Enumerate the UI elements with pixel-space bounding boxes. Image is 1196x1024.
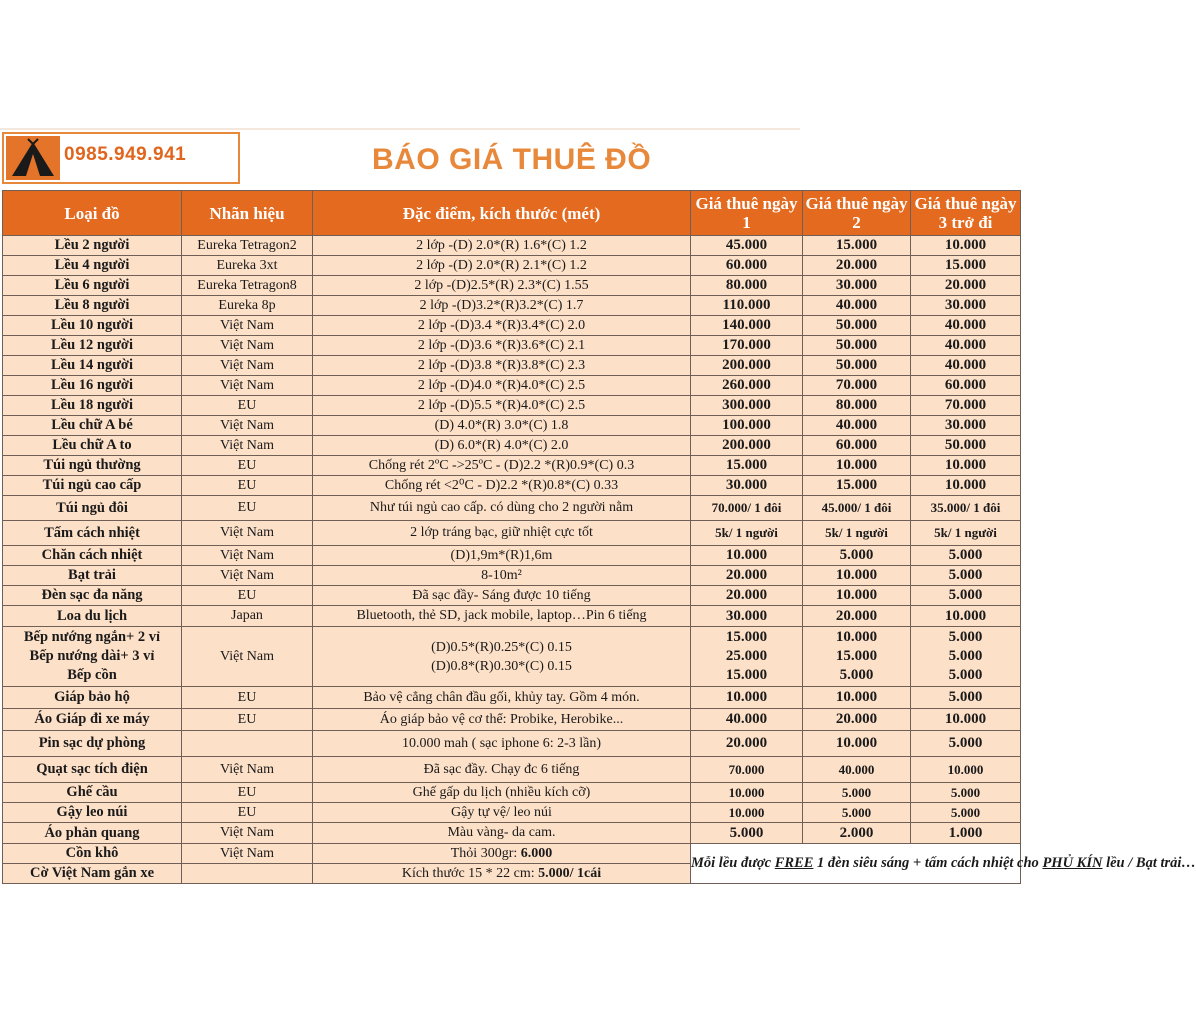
price-day2: 45.000/ 1 đôi [803,496,911,521]
item-name: Tấm cách nhiệt [3,521,182,546]
col-header-spec: Đặc điểm, kích thước (mét) [313,191,691,236]
table-row [3,709,1021,731]
table-header-row [3,191,1021,236]
item-brand: Việt Nam [182,521,313,546]
item-brand: EU [182,496,313,521]
item-spec [313,844,691,864]
price-day1: 260.000 [691,376,803,396]
price-day1: 10.000 [691,687,803,709]
item-name: Túi ngủ cao cấp [3,476,182,496]
price-day2: 50.000 [803,356,911,376]
price-day1: 10.000 [691,783,803,803]
price-day3: 5.000 [948,667,983,683]
table-row [3,316,1021,336]
item-spec: Chống rét 2ºC ->25ºC - (D)2.2 *(R)0.9*(C) 0.3 [313,456,691,476]
price-day1: 40.000 [691,709,803,731]
price-day1: 110.000 [691,296,803,316]
item-name: Lều 2 người [3,236,182,256]
item-name: Lều 14 người [3,356,182,376]
item-name: Túi ngủ đôi [3,496,182,521]
note-free: FREE [774,855,814,871]
item-spec: (D) 6.0*(R) 4.0*(C) 2.0 [313,436,691,456]
item-brand: Việt Nam [182,627,313,687]
table-row [3,783,1021,803]
spec-price: 6.000 [520,845,553,861]
price-day3: 5.000 [911,783,1021,803]
item-brand: Việt Nam [182,416,313,436]
price-day1: 5k/ 1 người [691,521,803,546]
item-spec: Màu vàng- da cam. [313,823,691,844]
item-spec: Đã sạc đầy- Sáng được 10 tiếng [313,586,691,606]
note-text: 1 đèn siêu sáng + tấm cách nhiệt cho [813,855,1043,871]
item-spec: 2 lớp -(D)3.8 *(R)3.8*(C) 2.3 [313,356,691,376]
table-row-multi [3,627,1021,687]
table-row [3,296,1021,316]
price-day3: 30.000 [911,416,1021,436]
top-divider [0,128,800,130]
table-row [3,566,1021,586]
item-spec: 2 lớp -(D)3.2*(R)3.2*(C) 1.7 [313,296,691,316]
table-row [3,687,1021,709]
item-name: Lều 18 người [3,396,182,416]
item-brand: Việt Nam [182,844,313,864]
price-day1: 30.000 [691,476,803,496]
price-day3: 40.000 [911,356,1021,376]
tent-logo-icon [6,136,60,180]
price-day2: 5.000 [803,783,911,803]
price-day1: 60.000 [691,256,803,276]
price-day3: 30.000 [911,296,1021,316]
item-spec: 2 lớp -(D)3.4 *(R)3.4*(C) 2.0 [313,316,691,336]
item-name: Cờ Việt Nam gắn xe [3,864,182,884]
price-day3: 10.000 [911,476,1021,496]
price-day2: 40.000 [803,416,911,436]
price-day3: 5.000 [911,731,1021,757]
price-day2: 15.000 [803,476,911,496]
item-brand: EU [182,709,313,731]
item-name: Gậy leo núi [3,803,182,823]
price-day3: 5.000 [911,586,1021,606]
price-day1-group [691,627,803,687]
item-spec: 2 lớp -(D)5.5 *(R)4.0*(C) 2.5 [313,396,691,416]
price-day1: 100.000 [691,416,803,436]
table-row [3,803,1021,823]
price-day3: 35.000/ 1 đôi [911,496,1021,521]
item-spec: (D)1,9m*(R)1,6m [313,546,691,566]
col-header-day3: Giá thuê ngày 3 trở đi [911,191,1021,236]
price-day2: 10.000 [803,731,911,757]
price-day1: 300.000 [691,396,803,416]
table-row [3,456,1021,476]
phone-number[interactable]: 0985.949.941 [64,144,187,165]
price-day2: 5.000 [839,667,874,683]
item-brand: Việt Nam [182,436,313,456]
price-day2: 10.000 [803,566,911,586]
item-brand [182,731,313,757]
item-name: Lều 10 người [3,316,182,336]
price-day2: 20.000 [803,606,911,627]
item-spec [313,864,691,884]
price-day2: 50.000 [803,316,911,336]
price-day1: 70.000 [691,757,803,783]
price-day2: 5k/ 1 người [803,521,911,546]
table-row [3,586,1021,606]
item-brand: Việt Nam [182,546,313,566]
price-day3: 10.000 [911,709,1021,731]
item-brand: Việt Nam [182,356,313,376]
table-row [3,823,1021,844]
price-day3: 60.000 [911,376,1021,396]
price-day1: 80.000 [691,276,803,296]
price-day3: 5.000 [948,648,983,664]
price-day3: 5.000 [911,687,1021,709]
spec-text: Thỏi 300gr: [450,845,521,861]
item-brand: Việt Nam [182,316,313,336]
item-brand: Việt Nam [182,336,313,356]
item-name: Áo phản quang [3,823,182,844]
price-day1: 15.000 [725,629,768,645]
item-name: Cồn khô [3,844,182,864]
item-spec: Bluetooth, thẻ SD, jack mobile, laptop…Pin 6 tiếng [313,606,691,627]
item-spec: (D) 4.0*(R) 3.0*(C) 1.8 [313,416,691,436]
table-row [3,606,1021,627]
item-spec: Bảo vệ cẳng chân đầu gối, khủy tay. Gồm 4 món. [313,687,691,709]
item-name: Lều 6 người [3,276,182,296]
item-spec: Ghế gấp du lịch (nhiều kích cỡ) [313,783,691,803]
item-spec: 2 lớp -(D) 2.0*(R) 1.6*(C) 1.2 [313,236,691,256]
note-text: lều / Bạt trải… [1102,855,1196,871]
price-day1: 20.000 [691,566,803,586]
price-day1: 200.000 [691,436,803,456]
price-day3: 10.000 [911,757,1021,783]
item-name: Lều chữ A bé [3,416,182,436]
free-note [691,844,1196,884]
price-day1: 15.000 [725,667,768,683]
price-day2: 60.000 [803,436,911,456]
item-spec: 8-10m² [313,566,691,586]
col-header-item: Loại đồ [3,191,182,236]
table-row [3,757,1021,783]
item-name: Lều 8 người [3,296,182,316]
item-name: Quạt sạc tích điện [3,757,182,783]
table-row [3,416,1021,436]
item-spec: Gậy tự vệ/ leo núi [313,803,691,823]
spec-price: 5.000/ 1cái [538,865,602,881]
item-spec: 10.000 mah ( sạc iphone 6: 2-3 lần) [313,731,691,757]
note-text: Mỗi lều được [691,855,775,871]
price-day3: 10.000 [911,456,1021,476]
price-day1: 20.000 [691,586,803,606]
item-name: Túi ngủ thường [3,456,182,476]
price-day1: 140.000 [691,316,803,336]
table-row [3,476,1021,496]
table-row [3,731,1021,757]
price-day3: 40.000 [911,316,1021,336]
price-day2: 5.000 [803,803,911,823]
table-row [3,376,1021,396]
item-name-group [3,627,182,687]
item-name: Loa du lịch [3,606,182,627]
item-spec-group [313,627,691,687]
item-name: Đèn sạc đa năng [3,586,182,606]
item-spec: Áo giáp bảo vệ cơ thể: Probike, Herobike... [313,709,691,731]
item-brand: Việt Nam [182,376,313,396]
price-day1: 10.000 [691,803,803,823]
item-spec: Đã sạc đầy. Chạy đc 6 tiếng [313,757,691,783]
table-row [3,496,1021,521]
item-name: Pin sạc dự phòng [3,731,182,757]
price-day3: 10.000 [911,236,1021,256]
price-day1: 15.000 [691,456,803,476]
table-row [3,844,1021,864]
item-name: Ghế cầu [3,783,182,803]
item-brand: EU [182,476,313,496]
price-day2: 40.000 [803,296,911,316]
table-row [3,436,1021,456]
price-day2-group [803,627,911,687]
item-name: Giáp bảo hộ [3,687,182,709]
item-brand: Eureka 3xt [182,256,313,276]
table-row [3,356,1021,376]
item-spec: 2 lớp -(D)4.0 *(R)4.0*(C) 2.5 [313,376,691,396]
col-header-brand: Nhãn hiệu [182,191,313,236]
col-header-day1: Giá thuê ngày 1 [691,191,803,236]
price-day1: 25.000 [725,648,768,664]
item-spec: Như túi ngủ cao cấp. có dùng cho 2 người nằm [313,496,691,521]
price-day2: 30.000 [803,276,911,296]
price-day1: 170.000 [691,336,803,356]
item-spec: (D)0.5*(R)0.25*(C) 0.15 [431,639,572,655]
price-day2: 10.000 [803,586,911,606]
price-day3-group [911,627,1021,687]
price-day2: 2.000 [803,823,911,844]
price-day3: 15.000 [911,256,1021,276]
item-spec: (D)0.8*(R)0.30*(C) 0.15 [431,658,572,674]
item-brand: EU [182,396,313,416]
item-name: Bếp nướng dài+ 3 vỉ [29,648,155,664]
item-name: Áo Giáp đi xe máy [3,709,182,731]
price-day3: 40.000 [911,336,1021,356]
table-row [3,276,1021,296]
item-brand: EU [182,783,313,803]
price-day1: 10.000 [691,546,803,566]
price-day2: 15.000 [835,648,878,664]
item-name: Lều 16 người [3,376,182,396]
price-day2: 5.000 [803,546,911,566]
price-day3: 5k/ 1 người [911,521,1021,546]
price-day3: 5.000 [911,803,1021,823]
price-day3: 70.000 [911,396,1021,416]
price-day1: 70.000/ 1 đôi [691,496,803,521]
price-day2: 80.000 [803,396,911,416]
item-brand: Việt Nam [182,757,313,783]
item-brand: Eureka 8p [182,296,313,316]
table-row [3,256,1021,276]
spec-text: Kích thước 15 * 22 cm: [401,865,539,881]
price-day2: 40.000 [803,757,911,783]
note-phu-kin: PHỦ KÍN [1042,855,1103,871]
item-brand: EU [182,803,313,823]
item-brand: Eureka Tetragon8 [182,276,313,296]
item-spec: Chống rét <2⁰C - D)2.2 *(R)0.8*(C) 0.33 [313,476,691,496]
price-day2: 70.000 [803,376,911,396]
item-spec: 2 lớp -(D)3.6 *(R)3.6*(C) 2.1 [313,336,691,356]
item-spec: 2 lớp tráng bạc, giữ nhiệt cực tốt [313,521,691,546]
price-day3: 5.000 [948,629,983,645]
item-name: Chăn cách nhiệt [3,546,182,566]
item-brand: Eureka Tetragon2 [182,236,313,256]
price-day2: 10.000 [835,629,878,645]
price-table [2,190,1196,884]
item-name: Lều 4 người [3,256,182,276]
item-brand: EU [182,687,313,709]
item-name: Bếp nướng ngắn+ 2 vỉ [23,629,161,645]
table-row [3,546,1021,566]
item-name: Bạt trải [3,566,182,586]
price-day1: 30.000 [691,606,803,627]
price-day3: 1.000 [911,823,1021,844]
price-day2: 10.000 [803,456,911,476]
price-day3: 20.000 [911,276,1021,296]
col-header-day2: Giá thuê ngày 2 [803,191,911,236]
price-day2: 50.000 [803,336,911,356]
price-day3: 50.000 [911,436,1021,456]
item-brand [182,864,313,884]
price-day1: 45.000 [691,236,803,256]
price-day1: 20.000 [691,731,803,757]
price-day2: 20.000 [803,256,911,276]
price-day3: 5.000 [911,566,1021,586]
table-row [3,336,1021,356]
item-name: Lều chữ A to [3,436,182,456]
page-title: BÁO GIÁ THUÊ ĐỒ [372,143,652,176]
table-row [3,396,1021,416]
item-spec: 2 lớp -(D) 2.0*(R) 2.1*(C) 1.2 [313,256,691,276]
table-row [3,521,1021,546]
item-spec: 2 lớp -(D)2.5*(R) 2.3*(C) 1.55 [313,276,691,296]
item-name: Bếp cồn [67,667,117,683]
item-name: Lều 12 người [3,336,182,356]
item-brand: EU [182,586,313,606]
price-day3: 5.000 [911,546,1021,566]
item-brand: Japan [182,606,313,627]
price-day2: 20.000 [803,709,911,731]
price-day1: 5.000 [691,823,803,844]
item-brand: Việt Nam [182,823,313,844]
item-brand: Việt Nam [182,566,313,586]
table-row [3,236,1021,256]
item-brand: EU [182,456,313,476]
price-day3: 10.000 [911,606,1021,627]
price-day1: 200.000 [691,356,803,376]
price-day2: 10.000 [803,687,911,709]
price-day2: 15.000 [803,236,911,256]
